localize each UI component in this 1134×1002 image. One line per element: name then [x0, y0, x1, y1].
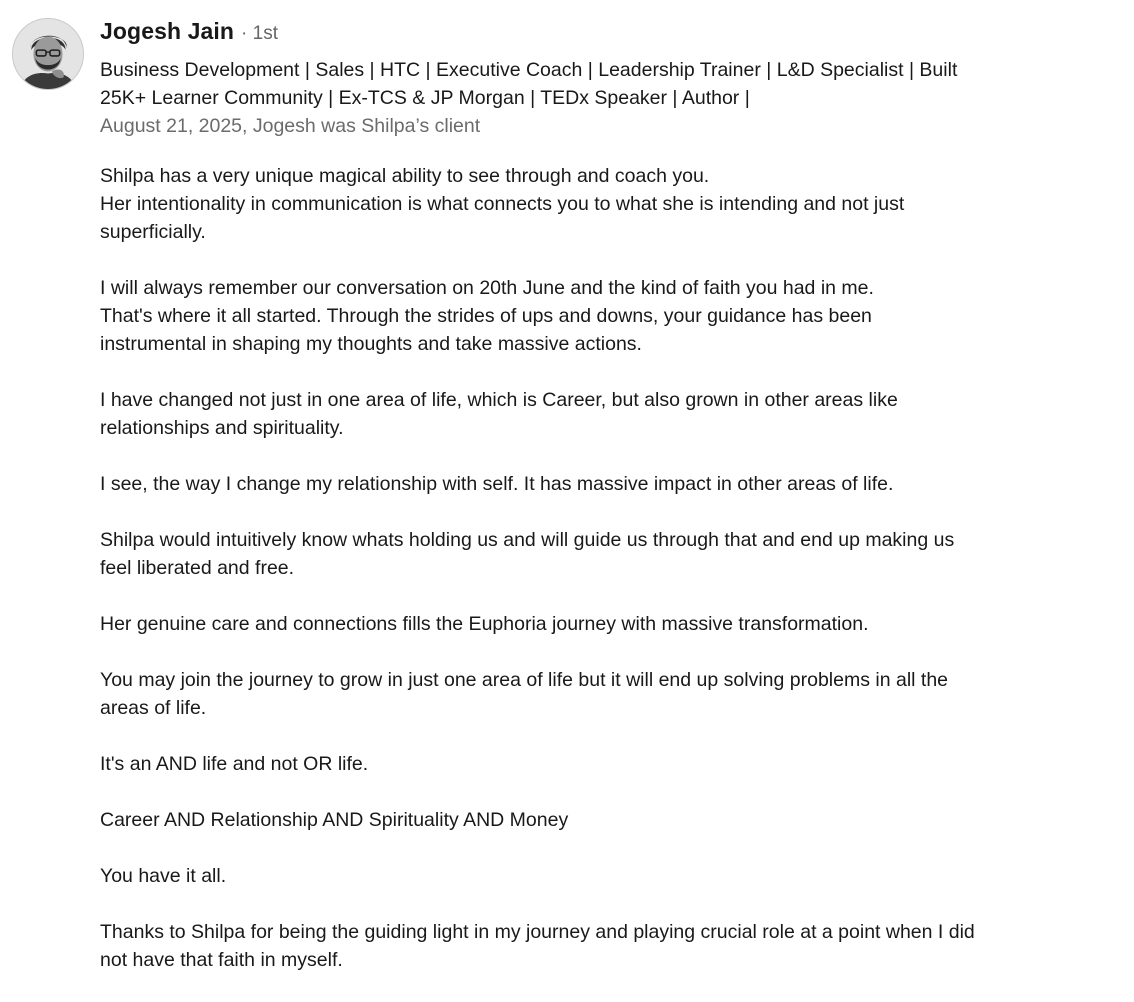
- author-name[interactable]: Jogesh Jain: [100, 18, 235, 44]
- recommendation-meta: August 21, 2025, Jogesh was Shilpa’s client: [100, 115, 481, 137]
- name-row: [100, 18, 1110, 56]
- paragraph: [100, 274, 1130, 358]
- author-headline: [100, 56, 1110, 112]
- connection-degree: · 1st: [241, 23, 278, 44]
- paragraph: [100, 162, 1130, 246]
- text-line: I see, the way I change my relationship with self. It has massive impact in other areas of life.: [100, 473, 894, 495]
- text-line: not have that faith in myself.: [100, 949, 343, 971]
- text-line: You may join the journey to grow in just one area of life but it will end up solving problems in all the: [100, 669, 949, 691]
- paragraph: [100, 386, 1130, 442]
- text-line: superficially.: [100, 221, 206, 243]
- text-line: areas of life.: [100, 697, 207, 719]
- recommendation-text: [100, 162, 1130, 1002]
- text-line: Her intentionality in communication is what connects you to what she is intending and not just: [100, 193, 905, 215]
- headline-line: Business Development | Sales | HTC | Executive Coach | Leadership Trainer | L&D Specialist | Built: [100, 59, 958, 81]
- text-line: feel liberated and free.: [100, 557, 295, 579]
- text-line: I will always remember our conversation on 20th June and the kind of faith you had in me.: [100, 277, 874, 299]
- author-header: [100, 18, 1110, 140]
- text-line: Her genuine care and connections fills the Euphoria journey with massive transformation.: [100, 613, 869, 635]
- text-line: Thanks to Shilpa for being the guiding light in my journey and playing crucial role at a point when I did: [100, 921, 975, 943]
- text-line: Shilpa has a very unique magical ability to see through and coach you.: [100, 165, 710, 187]
- paragraph: [100, 610, 1130, 638]
- text-line: That's where it all started. Through the strides of ups and downs, your guidance has been: [100, 305, 872, 327]
- paragraph: [100, 666, 1130, 722]
- text-line: I have changed not just in one area of life, which is Career, but also grown in other areas like: [100, 389, 898, 411]
- headline-line: 25K+ Learner Community | Ex-TCS & JP Morgan | TEDx Speaker | Author |: [100, 87, 750, 109]
- text-line: relationships and spirituality.: [100, 417, 344, 439]
- paragraph: [100, 750, 1130, 778]
- paragraph: [100, 862, 1130, 890]
- text-line: Shilpa would intuitively know whats holding us and will guide us through that and end up making us: [100, 529, 955, 551]
- text-line: You have it all.: [100, 865, 227, 887]
- paragraph: [100, 526, 1130, 582]
- paragraph: [100, 806, 1130, 834]
- text-line: instrumental in shaping my thoughts and take massive actions.: [100, 333, 642, 355]
- text-line: Career AND Relationship AND Spirituality AND Money: [100, 809, 569, 831]
- text-line: It's an AND life and not OR life.: [100, 753, 369, 775]
- paragraph: [100, 918, 1130, 974]
- profile-photo-icon: [13, 19, 83, 89]
- paragraph: [100, 470, 1130, 498]
- author-avatar[interactable]: [12, 18, 84, 90]
